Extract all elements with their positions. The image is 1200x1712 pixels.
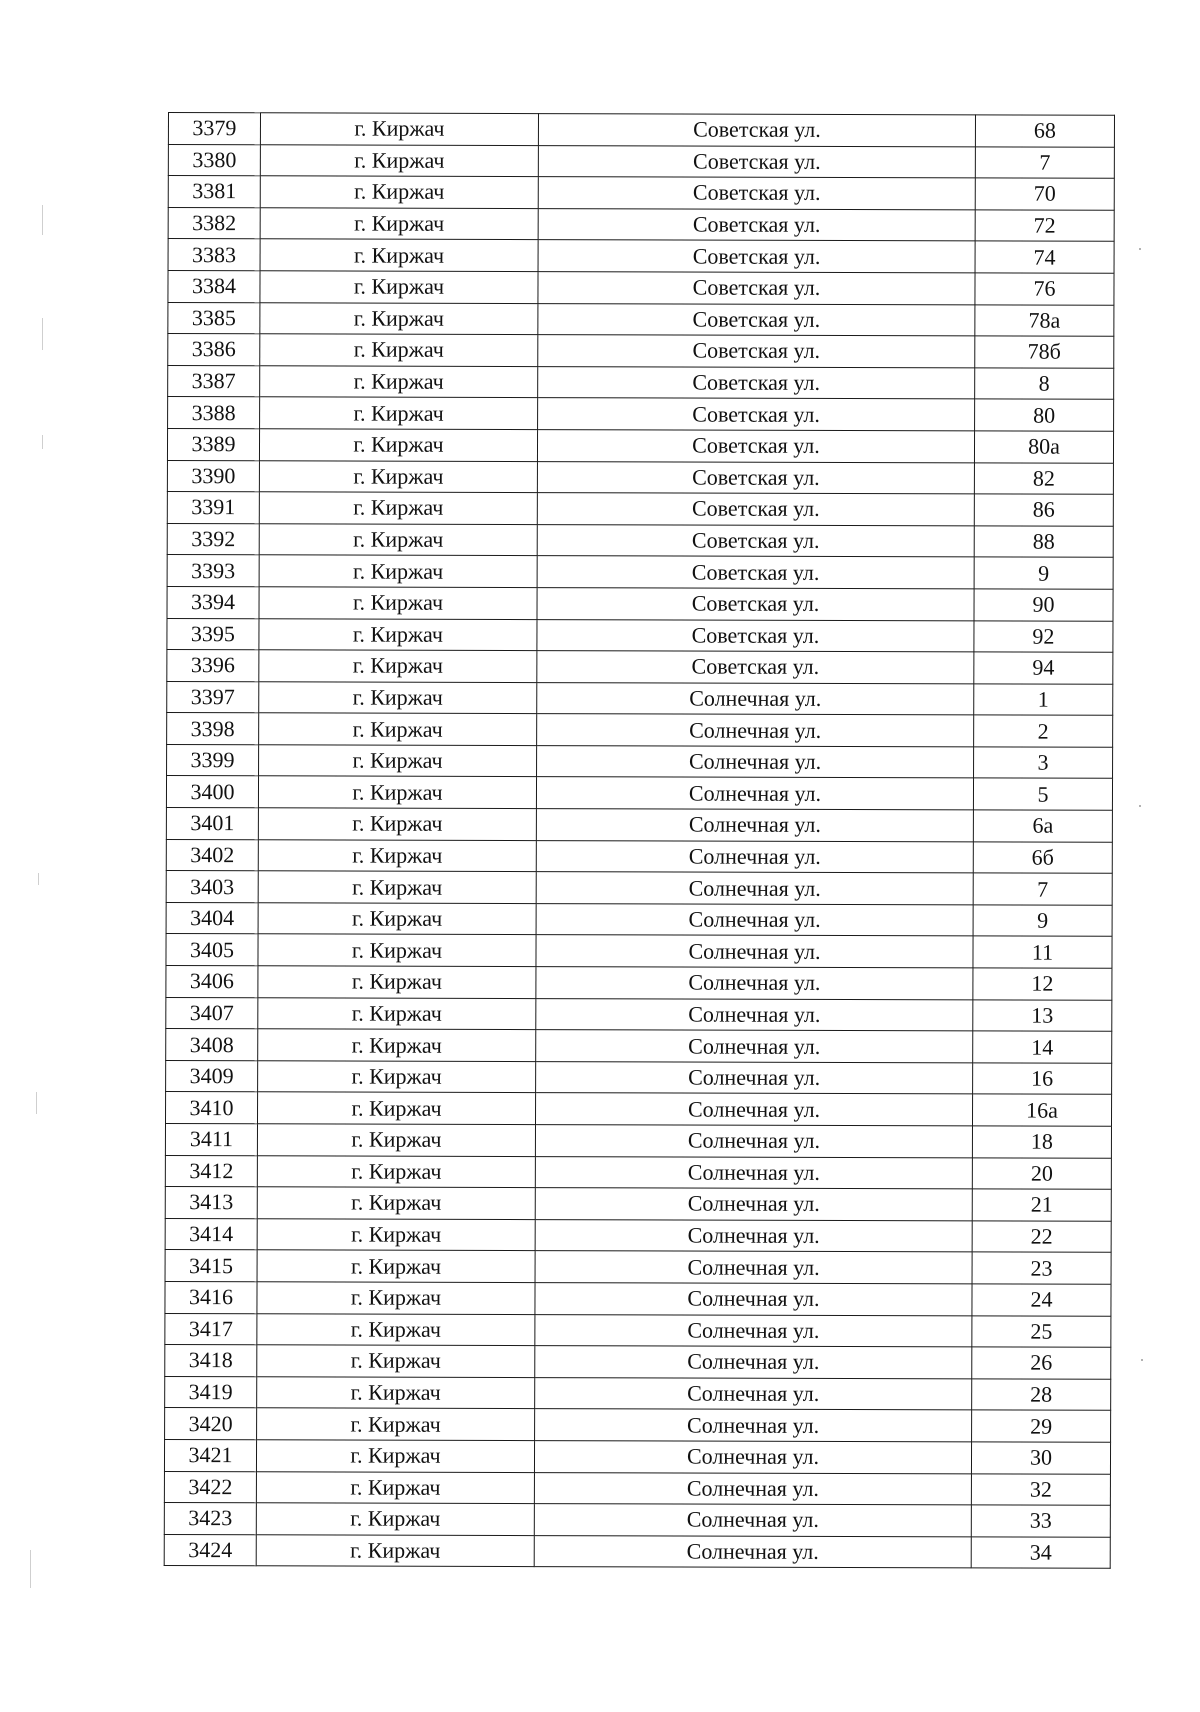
scan-artifact	[42, 435, 43, 449]
street-cell: Советская ул.	[538, 303, 975, 336]
city-cell: г. Киржач	[260, 113, 538, 145]
table-row	[166, 871, 1112, 905]
row-number-cell: 3404	[166, 902, 258, 934]
house-number-cell: 9	[973, 905, 1112, 937]
house-number-cell: 9	[974, 557, 1113, 589]
house-number-cell: 26	[972, 1347, 1111, 1379]
house-number-cell: 74	[975, 241, 1114, 273]
table-row	[166, 839, 1112, 873]
table-row	[166, 966, 1112, 1000]
house-number-cell: 78б	[975, 336, 1114, 368]
row-number-cell: 3390	[167, 460, 259, 492]
house-number-cell: 11	[973, 936, 1112, 968]
row-number-cell: 3417	[165, 1313, 257, 1345]
table-row	[165, 1376, 1111, 1410]
city-cell: г. Киржач	[259, 587, 537, 619]
house-number-cell: 22	[972, 1221, 1111, 1253]
street-cell: Солнечная ул.	[536, 903, 973, 936]
city-cell: г. Киржач	[260, 144, 538, 176]
table-row	[166, 1029, 1112, 1063]
row-number-cell: 3398	[167, 713, 259, 745]
city-cell: г. Киржач	[257, 1345, 535, 1377]
street-cell: Советская ул.	[538, 398, 975, 431]
city-cell: г. Киржач	[259, 492, 537, 524]
street-cell: Солнечная ул.	[535, 1314, 972, 1347]
row-number-cell: 3400	[166, 776, 258, 808]
house-number-cell: 21	[972, 1189, 1111, 1221]
house-number-cell: 94	[974, 652, 1113, 684]
street-cell: Советская ул.	[537, 493, 974, 526]
city-cell: г. Киржач	[257, 1408, 535, 1440]
city-cell: г. Киржач	[257, 1377, 535, 1409]
row-number-cell: 3396	[167, 650, 259, 682]
city-cell: г. Киржач	[258, 997, 536, 1029]
row-number-cell: 3380	[168, 144, 260, 176]
city-cell: г. Киржач	[258, 934, 536, 966]
house-number-cell: 16	[973, 1063, 1112, 1095]
house-number-cell: 14	[973, 1031, 1112, 1063]
table-row	[165, 1281, 1111, 1315]
street-cell: Солнечная ул.	[536, 809, 973, 842]
street-cell: Солнечная ул.	[535, 1251, 972, 1284]
table-row	[164, 1471, 1110, 1505]
street-cell: Солнечная ул.	[537, 682, 974, 715]
row-number-cell: 3410	[165, 1092, 257, 1124]
house-number-cell: 82	[974, 462, 1113, 494]
city-cell: г. Киржач	[258, 839, 536, 871]
street-cell: Советская ул.	[537, 588, 974, 621]
table-row	[165, 1313, 1111, 1347]
city-cell: г. Киржач	[259, 555, 537, 587]
street-cell: Солнечная ул.	[534, 1472, 971, 1505]
city-cell: г. Киржач	[259, 745, 537, 777]
table-row	[165, 1155, 1111, 1189]
street-cell: Солнечная ул.	[537, 745, 974, 778]
table-row	[167, 744, 1113, 778]
house-number-cell: 30	[971, 1442, 1110, 1474]
street-cell: Солнечная ул.	[535, 1219, 972, 1252]
house-number-cell: 92	[974, 620, 1113, 652]
street-cell: Советская ул.	[537, 619, 974, 652]
table-row	[166, 902, 1112, 936]
street-cell: Солнечная ул.	[536, 840, 973, 873]
scan-artifact	[1139, 805, 1141, 807]
house-number-cell: 70	[975, 178, 1114, 210]
table-row	[165, 1123, 1111, 1157]
street-cell: Советская ул.	[537, 651, 974, 684]
table-row	[168, 176, 1114, 210]
row-number-cell: 3411	[165, 1123, 257, 1155]
street-cell: Советская ул.	[538, 145, 975, 178]
street-cell: Солнечная ул.	[535, 1188, 972, 1221]
street-cell: Советская ул.	[538, 366, 975, 399]
scan-artifact	[42, 205, 43, 235]
house-number-cell: 12	[973, 968, 1112, 1000]
street-cell: Советская ул.	[537, 556, 974, 589]
table-row	[167, 650, 1113, 684]
house-number-cell: 88	[974, 526, 1113, 558]
city-cell: г. Киржач	[257, 1219, 535, 1251]
row-number-cell: 3412	[165, 1155, 257, 1187]
city-cell: г. Киржач	[259, 713, 537, 745]
city-cell: г. Киржач	[258, 966, 536, 998]
house-number-cell: 7	[975, 146, 1114, 178]
street-cell: Солнечная ул.	[535, 1093, 972, 1126]
address-table	[164, 112, 1115, 1569]
row-number-cell: 3405	[166, 934, 258, 966]
street-cell: Солнечная ул.	[534, 1504, 971, 1537]
house-number-cell: 1	[974, 684, 1113, 716]
street-cell: Солнечная ул.	[535, 1377, 972, 1410]
row-number-cell: 3413	[165, 1187, 257, 1219]
street-cell: Солнечная ул.	[535, 1346, 972, 1379]
street-cell: Солнечная ул.	[536, 1030, 973, 1063]
row-number-cell: 3401	[166, 808, 258, 840]
city-cell: г. Киржач	[258, 1029, 536, 1061]
street-cell: Солнечная ул.	[536, 998, 973, 1031]
row-number-cell: 3382	[168, 207, 260, 239]
row-number-cell: 3422	[164, 1471, 256, 1503]
city-cell: г. Киржач	[260, 302, 538, 334]
city-cell: г. Киржач	[257, 1124, 535, 1156]
street-cell: Советская ул.	[538, 240, 975, 273]
house-number-cell: 33	[971, 1505, 1110, 1537]
row-number-cell: 3393	[167, 555, 259, 587]
table-row	[167, 713, 1113, 747]
street-cell: Солнечная ул.	[534, 1441, 971, 1474]
row-number-cell: 3406	[166, 966, 258, 998]
table-row	[166, 934, 1112, 968]
house-number-cell: 78а	[975, 304, 1114, 336]
table-row	[167, 681, 1113, 715]
row-number-cell: 3414	[165, 1218, 257, 1250]
table-row	[167, 523, 1113, 557]
row-number-cell: 3402	[166, 839, 258, 871]
street-cell: Солнечная ул.	[535, 1125, 972, 1158]
table-row	[168, 334, 1114, 368]
row-number-cell: 3407	[166, 997, 258, 1029]
city-cell: г. Киржач	[259, 650, 537, 682]
row-number-cell: 3423	[164, 1503, 256, 1535]
row-number-cell: 3385	[168, 302, 260, 334]
city-cell: г. Киржач	[260, 208, 538, 240]
row-number-cell: 3394	[167, 586, 259, 618]
table-row	[167, 618, 1113, 652]
row-number-cell: 3424	[164, 1534, 256, 1566]
house-number-cell: 24	[972, 1284, 1111, 1316]
city-cell: г. Киржач	[257, 1187, 535, 1219]
row-number-cell: 3386	[168, 334, 260, 366]
city-cell: г. Киржач	[257, 1313, 535, 1345]
city-cell: г. Киржач	[259, 523, 537, 555]
row-number-cell: 3397	[167, 681, 259, 713]
house-number-cell: 76	[975, 273, 1114, 305]
street-cell: Советская ул.	[538, 114, 975, 147]
street-cell: Советская ул.	[538, 208, 975, 241]
street-cell: Солнечная ул.	[535, 1156, 972, 1189]
table-row	[167, 492, 1113, 526]
city-cell: г. Киржач	[258, 1061, 536, 1093]
row-number-cell: 3416	[165, 1281, 257, 1313]
table-row	[164, 1534, 1110, 1568]
row-number-cell: 3418	[165, 1345, 257, 1377]
street-cell: Советская ул.	[537, 524, 974, 557]
street-cell: Солнечная ул.	[536, 935, 973, 968]
city-cell: г. Киржач	[257, 1092, 535, 1124]
table-row	[168, 397, 1114, 431]
house-number-cell: 86	[974, 494, 1113, 526]
table-row	[168, 302, 1114, 336]
house-number-cell: 80	[975, 399, 1114, 431]
table-row	[165, 1187, 1111, 1221]
scan-artifact	[30, 1550, 31, 1588]
table-row	[165, 1218, 1111, 1252]
city-cell: г. Киржач	[256, 1440, 534, 1472]
house-number-cell: 80а	[974, 431, 1113, 463]
house-number-cell: 72	[975, 210, 1114, 242]
row-number-cell: 3409	[166, 1060, 258, 1092]
row-number-cell: 3415	[165, 1250, 257, 1282]
street-cell: Советская ул.	[538, 335, 975, 368]
city-cell: г. Киржач	[260, 366, 538, 398]
row-number-cell: 3392	[167, 523, 259, 555]
house-number-cell: 20	[972, 1157, 1111, 1189]
row-number-cell: 3387	[168, 365, 260, 397]
table-row	[165, 1408, 1111, 1442]
table-row	[165, 1092, 1111, 1126]
table-row	[164, 1503, 1110, 1537]
city-cell: г. Киржач	[259, 460, 537, 492]
table-row	[167, 586, 1113, 620]
row-number-cell: 3419	[165, 1376, 257, 1408]
row-number-cell: 3384	[168, 270, 260, 302]
house-number-cell: 3	[974, 747, 1113, 779]
row-number-cell: 3379	[168, 113, 260, 145]
table-row	[168, 239, 1114, 273]
row-number-cell: 3408	[166, 1029, 258, 1061]
city-cell: г. Киржач	[260, 271, 538, 303]
table-row	[165, 1345, 1111, 1379]
row-number-cell: 3421	[164, 1439, 256, 1471]
city-cell: г. Киржач	[260, 239, 538, 271]
city-cell: г. Киржач	[259, 681, 537, 713]
city-cell: г. Киржач	[258, 776, 536, 808]
row-number-cell: 3395	[167, 618, 259, 650]
table-row	[168, 270, 1114, 304]
row-number-cell: 3391	[167, 492, 259, 524]
street-cell: Советская ул.	[537, 430, 974, 463]
street-cell: Солнечная ул.	[535, 1409, 972, 1442]
row-number-cell: 3420	[165, 1408, 257, 1440]
city-cell: г. Киржач	[257, 1155, 535, 1187]
street-cell: Солнечная ул.	[536, 1061, 973, 1094]
street-cell: Солнечная ул.	[536, 872, 973, 905]
street-cell: Советская ул.	[538, 177, 975, 210]
city-cell: г. Киржач	[256, 1503, 534, 1535]
city-cell: г. Киржач	[260, 176, 538, 208]
house-number-cell: 28	[972, 1379, 1111, 1411]
house-number-cell: 8	[975, 368, 1114, 400]
city-cell: г. Киржач	[256, 1534, 534, 1566]
table-row	[166, 997, 1112, 1031]
city-cell: г. Киржач	[258, 903, 536, 935]
row-number-cell: 3403	[166, 871, 258, 903]
street-cell: Солнечная ул.	[536, 777, 973, 810]
scan-artifact	[38, 873, 39, 885]
house-number-cell: 29	[972, 1410, 1111, 1442]
row-number-cell: 3388	[168, 397, 260, 429]
house-number-cell: 25	[972, 1315, 1111, 1347]
house-number-cell: 68	[975, 115, 1114, 147]
scan-artifact	[1139, 248, 1141, 250]
house-number-cell: 34	[971, 1537, 1110, 1569]
table-row	[167, 460, 1113, 494]
house-number-cell: 23	[972, 1252, 1111, 1284]
city-cell: г. Киржач	[259, 429, 537, 461]
scan-artifact	[1141, 1359, 1143, 1361]
house-number-cell: 5	[973, 778, 1112, 810]
house-number-cell: 18	[972, 1126, 1111, 1158]
table-row	[168, 207, 1114, 241]
row-number-cell: 3381	[168, 176, 260, 208]
row-number-cell: 3399	[167, 744, 259, 776]
city-cell: г. Киржач	[258, 808, 536, 840]
table-row	[167, 555, 1113, 589]
street-cell: Советская ул.	[537, 461, 974, 494]
house-number-cell: 16а	[972, 1094, 1111, 1126]
city-cell: г. Киржач	[259, 618, 537, 650]
table-row	[168, 144, 1114, 178]
city-cell: г. Киржач	[256, 1471, 534, 1503]
table-row	[166, 1060, 1112, 1094]
house-number-cell: 6б	[973, 842, 1112, 874]
city-cell: г. Киржач	[258, 871, 536, 903]
table-row	[168, 365, 1114, 399]
house-number-cell: 90	[974, 589, 1113, 621]
house-number-cell: 32	[971, 1473, 1110, 1505]
row-number-cell: 3389	[167, 428, 259, 460]
scan-artifact	[42, 318, 43, 350]
street-cell: Солнечная ул.	[536, 967, 973, 1000]
house-number-cell: 13	[973, 1000, 1112, 1032]
table-row	[167, 428, 1113, 462]
city-cell: г. Киржач	[260, 397, 538, 429]
house-number-cell: 7	[973, 873, 1112, 905]
scan-artifact	[36, 1092, 37, 1114]
street-cell: Солнечная ул.	[537, 714, 974, 747]
address-table-body	[164, 113, 1114, 1569]
row-number-cell: 3383	[168, 239, 260, 271]
street-cell: Советская ул.	[538, 272, 975, 305]
house-number-cell: 2	[974, 715, 1113, 747]
city-cell: г. Киржач	[257, 1282, 535, 1314]
street-cell: Солнечная ул.	[535, 1283, 972, 1316]
table-row	[166, 808, 1112, 842]
house-number-cell: 6а	[973, 810, 1112, 842]
city-cell: г. Киржач	[257, 1250, 535, 1282]
city-cell: г. Киржач	[260, 334, 538, 366]
table-row	[165, 1250, 1111, 1284]
table-row	[166, 776, 1112, 810]
street-cell: Солнечная ул.	[534, 1535, 971, 1568]
table-row	[164, 1439, 1110, 1473]
table-row	[168, 113, 1114, 147]
